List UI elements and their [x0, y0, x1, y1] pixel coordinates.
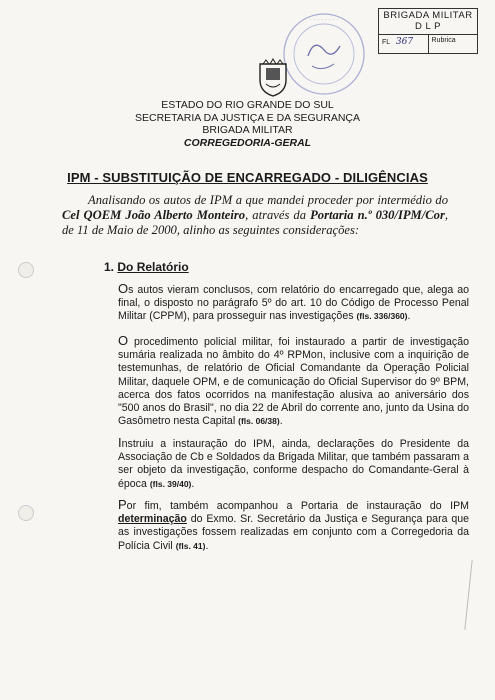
section-title: Do Relatório	[117, 260, 189, 274]
intro-text: , de 11 de Maio de 2000, alinho as seguintes considerações:	[62, 208, 449, 237]
paragraph-initial: O	[118, 281, 129, 296]
paragraph-end: .	[407, 310, 411, 323]
paragraph-text: procedimento policial militar, foi instaurado a partir de investigação sumária realizada no âmbito do 4º RPMon, inclusive com a inquirição de testemunhas, de relatório de Oficial Comandante da Operação Policial Militar, daquele OPM, e de comunicação do Oficial Supervisor do 9º BPM, acerca dos fatos ocorridos na manifestação alusiva ao aniversário dos "500 anos do Brasil", no dia 22 de Abril do corrente ano, junto da Usina do Gasômetro nesta Capital	[118, 336, 469, 428]
intro-text: , através da	[245, 208, 311, 222]
punch-hole-mark	[18, 262, 34, 278]
svg-text:· · · · · · · ·: · · · · · · · ·	[309, 17, 339, 24]
stamp-fl-value: 367	[395, 37, 414, 47]
paragraph-initial: P	[118, 497, 127, 512]
intro-officer: Cel QOEM João Alberto Monteiro	[62, 208, 246, 222]
emphasized-word: determinação	[118, 513, 187, 526]
page-reference: (fls. 336/360)	[356, 311, 408, 322]
page-reference: (fls. 41)	[175, 540, 206, 551]
intro-paragraph	[62, 193, 448, 238]
section-number: 1.	[104, 260, 115, 274]
paragraph-text: nstruiu a instauração do IPM, ainda, declarações do Presidente da Associação de Cb e Soldados da Brigada Militar, que também passaram a ser objeto da investigação, conforme despacho do Comandante-Geral à época	[118, 438, 469, 490]
paragraph-text: do Exmo. Sr. Secretário da Justiça e Segurança para que as investigações fossem realizadas em conjunto com a Corregedoria da Polícia Civil	[118, 513, 469, 552]
header-corregedoria: CORREGEDORIA-GERAL	[183, 136, 312, 149]
paragraph-end: .	[191, 477, 195, 490]
paragraph-end: .	[279, 415, 283, 428]
paragraph-text: s autos vieram conclusos, com relatório do encarregado que, alega ao final, o disposto no parágrafo 5º do art. 10 do Código de Processo Penal Militar (CPPM), para prosseguir nas investigações	[118, 284, 469, 323]
punch-hole-mark	[18, 505, 34, 521]
paragraph-text: or fim, também acompanhou a Portaria de instauração do IPM	[126, 500, 469, 512]
paragraph-end: .	[205, 539, 209, 552]
letterhead	[0, 99, 495, 149]
document-title: IPM - SUBSTITUIÇÃO DE ENCARREGADO - DILIGÊNCIAS	[67, 170, 428, 185]
intro-text: Analisando os autos de IPM a que mandei proceder por intermédio do	[88, 193, 448, 207]
paragraph-2	[118, 334, 469, 428]
coat-of-arms-icon	[256, 58, 290, 98]
stamp-fl-label: FL	[382, 39, 390, 46]
paragraph-initial: I	[118, 435, 122, 450]
header-state: ESTADO DO RIO GRANDE DO SUL	[161, 99, 334, 111]
margin-mark	[464, 560, 472, 630]
stamp-line1: BRIGADA MILITAR	[383, 10, 473, 21]
paragraph-initial: O	[118, 333, 129, 348]
section-heading	[104, 260, 189, 274]
paragraph-3	[118, 436, 469, 491]
page-number-stamp	[378, 8, 478, 54]
stamp-line2: D L P	[415, 21, 441, 32]
stamp-rubrica-label: Rubrica	[431, 37, 456, 44]
paragraph-4	[118, 498, 469, 553]
paragraph-1	[118, 282, 469, 324]
header-secretariat: SECRETARIA DA JUSTIÇA E DA SEGURANÇA	[134, 111, 361, 124]
intro-portaria: Portaria n.º 030/IPM/Cor	[310, 208, 445, 222]
header-brigade: BRIGADA MILITAR	[202, 124, 293, 136]
page-reference: (fls. 39/40)	[149, 478, 192, 489]
round-seal-icon	[278, 8, 370, 100]
page-reference: (fls. 06/38)	[238, 416, 280, 427]
